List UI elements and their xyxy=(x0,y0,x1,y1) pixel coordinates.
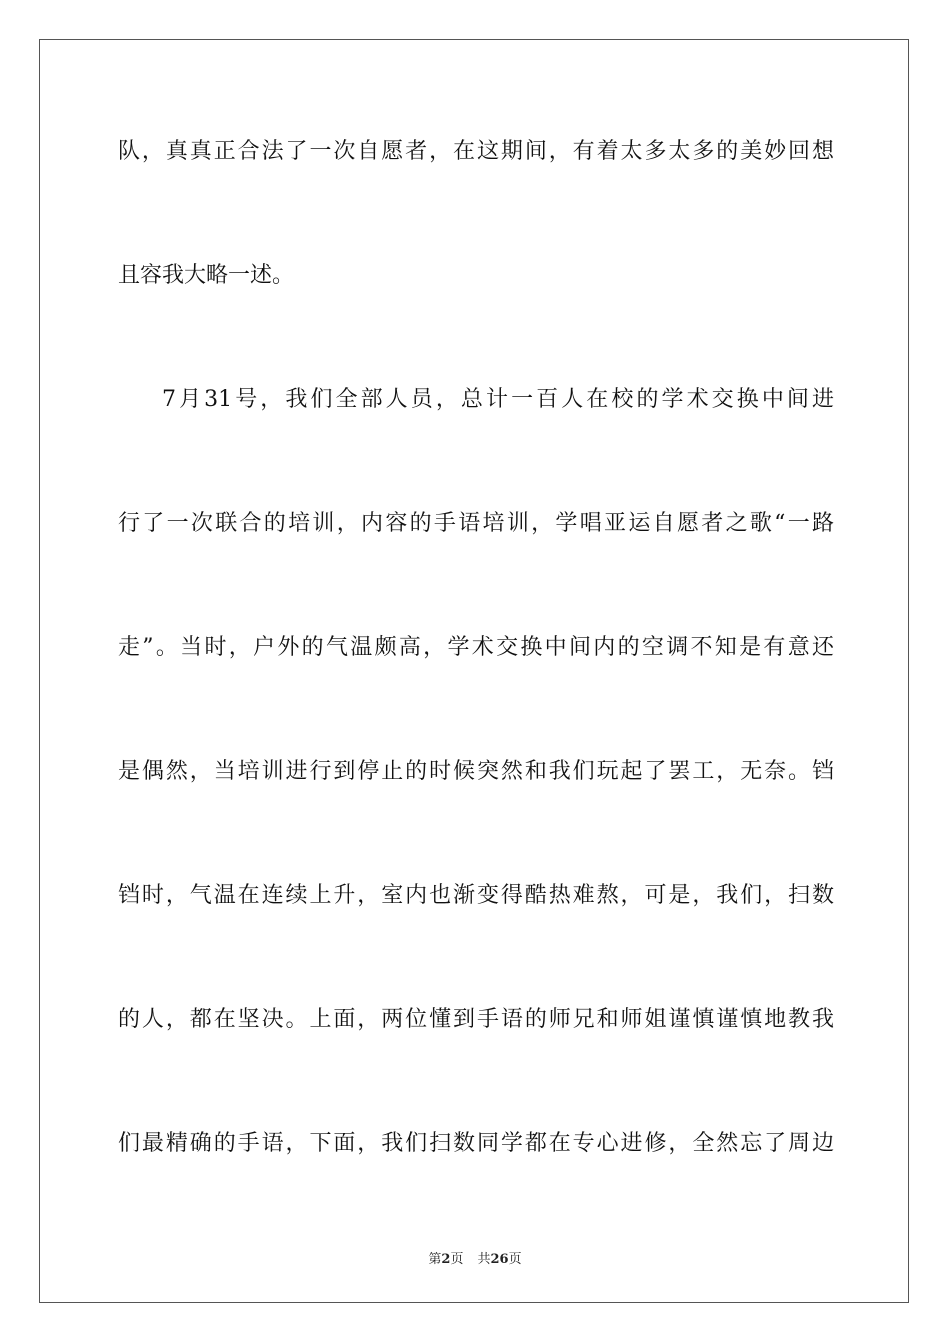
footer-total-pages: 26 xyxy=(490,1252,509,1267)
text-line-9: 们最精确的手语，下面，我们扫数同学都在专心进修，全然忘了周边 xyxy=(118,1131,834,1156)
text-line-1: 队，真真正合法了一次自愿者，在这期间，有着太多太多的美妙回想 xyxy=(118,139,834,164)
text-line-8: 的人，都在坚决。上面，两位懂到手语的师兄和师姐谨慎谨慎地教我 xyxy=(118,1007,834,1032)
footer-page-prefix: 第 xyxy=(428,1252,442,1267)
text-line-6: 是偶然，当培训进行到停止的时候突然和我们玩起了罢工，无奈。铛 xyxy=(118,759,834,784)
page-footer xyxy=(0,1248,950,1267)
footer-total-suffix: 页 xyxy=(508,1252,522,1267)
footer-page-suffix: 页 xyxy=(450,1252,464,1267)
footer-total-prefix: 共 xyxy=(477,1252,491,1267)
page-frame xyxy=(39,39,909,1303)
text-line-3: 7月31号，我们全部人员，总计一百人在校的学术交换中间进 xyxy=(162,387,834,412)
text-line-4: 行了一次联合的培训，内容的手语培训，学唱亚运自愿者之歌“一路 xyxy=(118,511,834,536)
text-line-5: 走”。当时，户外的气温颇高，学术交换中间内的空调不知是有意还 xyxy=(118,635,834,660)
text-line-2: 且容我大略一述。 xyxy=(118,263,295,288)
text-line-7: 铛时，气温在连续上升，室内也渐变得酷热难熬，可是，我们，扫数 xyxy=(118,883,834,908)
footer-page-number: 2 xyxy=(441,1252,451,1267)
